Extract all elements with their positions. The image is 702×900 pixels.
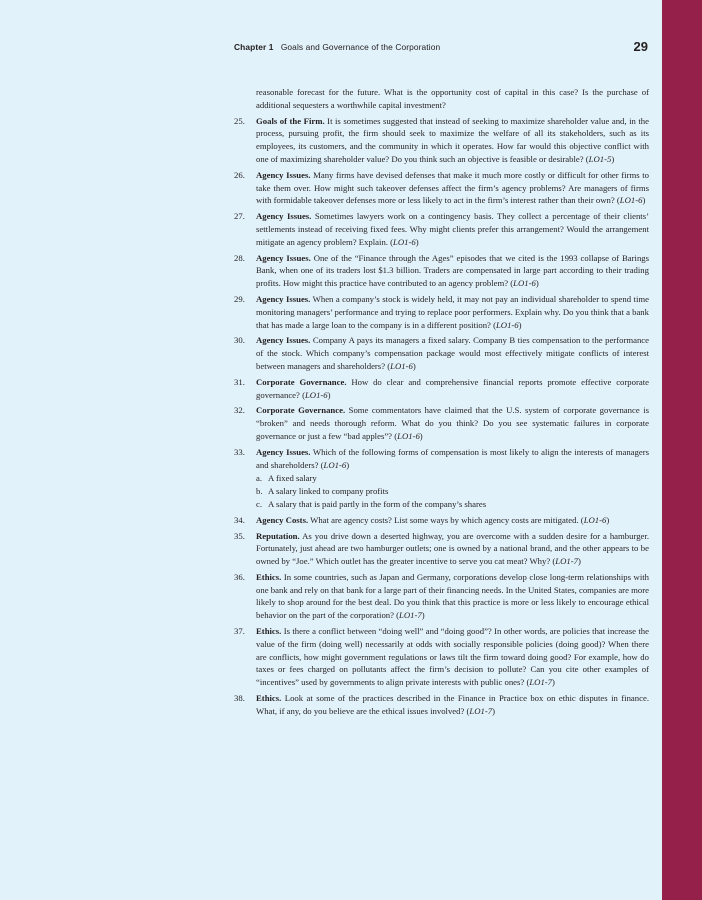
question-26 — [234, 169, 649, 207]
question-text: Look at some of the practices described in the Finance in Practice box on ethic disputes in finance. What, if any, do you believe are the ethical issues involved? (LO1-7) — [256, 693, 649, 716]
question-34 — [234, 514, 649, 527]
question-topic: Agency Issues. — [256, 446, 311, 457]
answer-option — [256, 498, 649, 511]
question-number: 37. — [234, 626, 245, 637]
learning-objective-ref: LO1-6 — [393, 236, 416, 247]
learning-objective-ref: LO1-6 — [323, 459, 347, 470]
option-letter: c. — [256, 498, 263, 509]
question-topic: Goals of the Firm. — [256, 115, 325, 126]
question-number: 34. — [234, 514, 245, 525]
question-topic: Agency Issues. — [256, 252, 311, 263]
question-number: 33. — [234, 446, 245, 457]
question-number: 38. — [234, 693, 245, 704]
continued-paragraph: reasonable forecast for the future. What is the opportunity cost of capital in this case? Is the purchase of additional sequesters a worthwhile capital investment? — [256, 87, 649, 110]
answer-option — [256, 472, 649, 485]
option-text: A salary that is paid partly in the form of the company’s shares — [268, 498, 487, 509]
question-text: Is there a conflict between “doing well” and “doing good”? In other words, are policies that increase the value of the firm (doing well) necessarily at odds with socially responsible policies (doing good)? When there are conflicts, how might government regulations or laws tilt the firm toward doing good? For example, how do taxes or fees charged on pollutants affect the firm’s decision to pollute? Can you cite other examples of “incentives” used by governments to align private interests with public ones? (LO1-7) — [256, 626, 649, 688]
question-number: 26. — [234, 169, 245, 180]
question-text: Sometimes lawyers work on a contingency basis. They collect a percentage of their clients’ settlements instead of receiving fixed fees. Why might clients prefer this arrangement? Would the arrangement mitigate an agency problem? Explain. (LO1-6) — [256, 211, 649, 247]
question-32 — [234, 404, 649, 442]
question-topic: Agency Issues. — [256, 169, 311, 180]
question-28 — [234, 252, 649, 290]
question-37 — [234, 625, 649, 689]
question-topic: Agency Issues. — [256, 293, 311, 304]
learning-objective-ref: LO1-7 — [555, 556, 578, 567]
question-25 — [234, 115, 649, 166]
question-number: 28. — [234, 252, 245, 263]
question-38 — [234, 692, 649, 718]
question-29 — [234, 293, 649, 331]
question-number: 35. — [234, 530, 245, 541]
question-topic: Agency Issues. — [256, 211, 312, 222]
question-text: One of the “Finance through the Ages” episodes that we cited is the 1993 collapse of Barings Bank, when one of its traders lost $1.3 billion. Traders are compensated in large part according to their trading profits. How might this practice have contributed to an agency problem? (LO1-6) — [256, 252, 650, 289]
chapter-color-band — [662, 0, 702, 900]
question-text: How do clear and comprehensive financial reports promote effective corporate governance? (LO1-6) — [256, 376, 649, 400]
answer-option — [256, 485, 649, 498]
question-number: 32. — [234, 405, 245, 416]
page-number: 29 — [633, 39, 648, 54]
question-topic: Ethics. — [256, 626, 282, 637]
question-topic: Corporate Governance. — [256, 376, 347, 387]
question-number: 31. — [234, 376, 245, 387]
learning-objective-ref: LO1-7 — [399, 610, 422, 621]
question-30 — [234, 334, 649, 372]
question-topic: Reputation. — [256, 530, 300, 541]
question-35 — [234, 530, 649, 568]
question-text: Which of the following forms of compensation is most likely to align the interests of managers and shareholders? (LO1-6) — [256, 446, 649, 470]
question-number: 30. — [234, 335, 245, 346]
question-topic: Agency Issues. — [256, 335, 311, 346]
question-number: 25. — [234, 115, 245, 126]
learning-objective-ref: LO1-7 — [529, 677, 553, 688]
learning-objective-ref: LO1-6 — [390, 360, 413, 371]
learning-objective-ref: LO1-6 — [513, 278, 536, 289]
learning-objective-ref: LO1-5 — [588, 153, 612, 164]
question-text: Some commentators have claimed that the U.S. system of corporate governance is “broken” and needs thorough reform. What do you think? Do you see systematic failures in corporate governance or just a few “bad apples”? (LO1-6) — [256, 405, 649, 441]
learning-objective-ref: LO1-6 — [619, 195, 643, 206]
learning-objective-ref: LO1-6 — [397, 430, 420, 441]
question-text: What are agency costs? List some ways by which agency costs are mitigated. (LO1-6) — [308, 514, 610, 525]
option-text: A fixed salary — [268, 473, 317, 484]
question-text: In some countries, such as Japan and Germany, corporations develop close long-term relationships with one bank and rely on that bank for a large part of their financing needs. In the United States, companies are more likely to shop around for the best deal. Do you think that this practice is more or less likely to encourage ethical behavior on the part of the corporation? (LO1-7) — [256, 571, 649, 621]
question-topic: Ethics. — [256, 693, 282, 704]
learning-objective-ref: LO1-6 — [495, 319, 519, 330]
question-topic: Corporate Governance. — [256, 405, 346, 416]
question-topic: Agency Costs. — [256, 514, 309, 525]
option-text: A salary linked to company profits — [268, 486, 389, 497]
learning-objective-ref: LO1-6 — [583, 514, 607, 525]
question-topic: Ethics. — [256, 571, 282, 582]
question-36 — [234, 571, 649, 622]
option-letter: b. — [256, 486, 263, 497]
chapter-heading — [234, 42, 440, 52]
question-text: As you drive down a deserted highway, you are overcome with a sudden desire for a hamburger. Fortunately, just ahead are two hamburger outlets; one is owned by a national brand, and the other appears to be owned by “Joe.” Which outlet has the greater incentive to serve you cat meat? Why? (LO1-7) — [256, 530, 649, 567]
question-31 — [234, 376, 649, 402]
question-number: 36. — [234, 571, 245, 582]
question-27 — [234, 210, 649, 248]
question-text: It is sometimes suggested that instead of seeking to maximize shareholder value and, in the process, pursuing profit, the firm should seek to maximize the welfare of all its stakeholders, such as its employees, its customers, and the community in which it operates. How far would this objective conflict with one of maximizing shareholder value? Do you think such an objective is feasible or desirable? (LO1-5) — [256, 115, 649, 164]
question-text: When a company’s stock is widely held, it may not pay an individual shareholder to spend time monitoring managers’ performance and trying to replace poor performers. Explain why. Do you think that a bank that has made a large loan to the company is in a different position? (LO1-6) — [256, 293, 649, 330]
chapter-label: Chapter 1 — [234, 42, 274, 52]
running-header — [234, 40, 648, 56]
learning-objective-ref: LO1-7 — [469, 705, 493, 716]
learning-objective-ref: LO1-6 — [304, 389, 328, 400]
question-text: Company A pays its managers a fixed salary. Company B ties compensation to the performance of the stock. Which company’s compensation package would most effectively mitigate conflicts of interest between managers and shareholders? (LO1-6) — [256, 335, 650, 371]
answer-options — [256, 472, 649, 510]
question-number: 27. — [234, 211, 245, 222]
chapter-title: Goals and Governance of the Corporation — [280, 42, 441, 52]
option-letter: a. — [256, 473, 263, 484]
question-text: Many firms have devised defenses that make it much more costly or difficult for other firms to take them over. How might such takeover defenses affect the firm’s agency problems? Are managers of firms with formidable takeover defenses more or less likely to act in the firm’s interest rather than their own? (LO1-6) — [256, 169, 649, 206]
problem-list — [234, 86, 649, 721]
question-33 — [234, 446, 649, 511]
question-number: 29. — [234, 293, 245, 304]
